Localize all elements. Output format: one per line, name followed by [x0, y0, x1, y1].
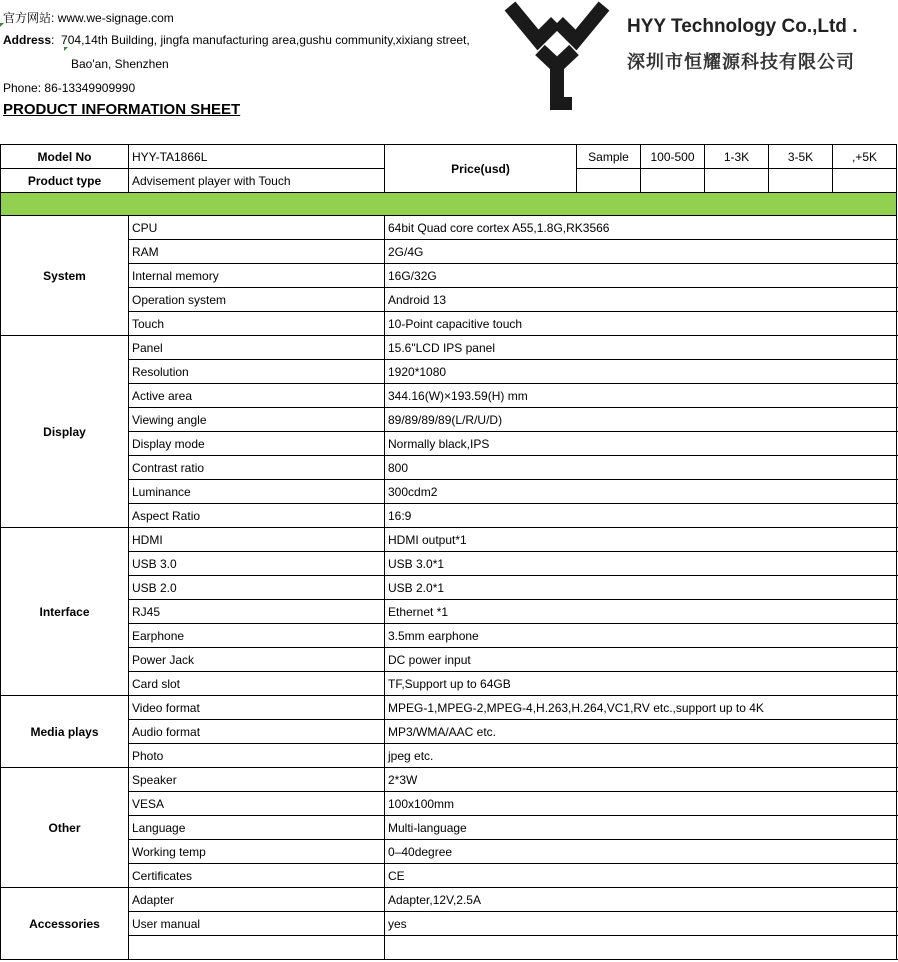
spec-value: 300cdm2 — [385, 480, 897, 504]
spec-label: RJ45 — [129, 600, 385, 624]
table-row — [1, 432, 897, 456]
table-row — [1, 816, 897, 840]
table-row — [1, 480, 897, 504]
spec-table — [0, 144, 897, 960]
table-row — [1, 744, 897, 768]
section-media-plays-label: Media plays — [1, 696, 129, 768]
spec-label: VESA — [129, 792, 385, 816]
website-url[interactable]: www.we-signage.com — [57, 11, 174, 25]
sheet-title: PRODUCT INFORMATION SHEET — [3, 101, 241, 118]
address-label: Address — [3, 33, 52, 47]
table-row — [1, 312, 897, 336]
spec-value: 1920*1080 — [385, 360, 897, 384]
spec-value: jpeg etc. — [385, 744, 897, 768]
table-row — [1, 768, 897, 792]
spec-value: HDMI output*1 — [385, 528, 897, 552]
price-cell-empty — [705, 169, 769, 193]
spec-label: Power Jack — [129, 648, 385, 672]
spec-label: CPU — [129, 216, 385, 240]
spec-value: MPEG-1,MPEG-2,MPEG-4,H.263,H.264,VC1,RV etc.,support up to 4K — [385, 696, 897, 720]
price-label: Price(usd) — [385, 145, 577, 193]
section-accessories-label: Accessories — [1, 888, 129, 960]
spec-label: Audio format — [129, 720, 385, 744]
table-row — [1, 576, 897, 600]
table-row — [1, 696, 897, 720]
product-type-value: Advisement player with Touch — [129, 169, 385, 193]
table-row — [1, 720, 897, 744]
table-row — [1, 360, 897, 384]
spec-value: 2G/4G — [385, 240, 897, 264]
phone-label: Phone: — [3, 81, 42, 95]
address-line-2: Bao'an, Shenzhen — [71, 57, 169, 71]
table-row — [1, 936, 897, 960]
spec-value: USB 2.0*1 — [385, 576, 897, 600]
table-row — [1, 216, 897, 240]
phone-value: 86-13349909990 — [44, 81, 136, 95]
table-row — [1, 288, 897, 312]
table-row — [1, 912, 897, 936]
phone-line — [3, 81, 135, 95]
spec-label: Speaker — [129, 768, 385, 792]
address-line: Address: 704,14th Building, jingfa manufacturing area,gushu community,xixiang street, — [3, 33, 470, 47]
spec-value: MP3/WMA/AAC etc. — [385, 720, 897, 744]
spec-value: 3.5mm earphone — [385, 624, 897, 648]
spec-value: TF,Support up to 64GB — [385, 672, 897, 696]
spec-label: USB 3.0 — [129, 552, 385, 576]
price-tier-100-500: 100-500 — [641, 145, 705, 169]
spec-label: Display mode — [129, 432, 385, 456]
spec-value: 15.6"LCD IPS panel — [385, 336, 897, 360]
section-interface-label: Interface — [1, 528, 129, 696]
spec-label: Card slot — [129, 672, 385, 696]
table-row — [1, 384, 897, 408]
table-row — [1, 600, 897, 624]
model-value: HYY-TA1866L — [129, 145, 385, 169]
section-system-label: System — [1, 216, 129, 336]
spec-value: 16:9 — [385, 504, 897, 528]
table-row — [1, 336, 897, 360]
spec-label: Video format — [129, 696, 385, 720]
website-label: 官方网站 — [3, 11, 52, 25]
price-tier-sample: Sample — [577, 145, 641, 169]
spec-value: yes — [385, 912, 897, 936]
spec-value: Android 13 — [385, 288, 897, 312]
table-row — [1, 864, 897, 888]
spec-value: 2*3W — [385, 768, 897, 792]
spec-label: HDMI — [129, 528, 385, 552]
cell-comment-marker — [0, 23, 4, 27]
table-row — [1, 648, 897, 672]
table-row — [1, 888, 897, 912]
spec-label: Active area — [129, 384, 385, 408]
spec-value: CE — [385, 864, 897, 888]
spec-value: 64bit Quad core cortex A55,1.8G,RK3566 — [385, 216, 897, 240]
spec-label: USB 2.0 — [129, 576, 385, 600]
table-row — [1, 528, 897, 552]
spec-value: 10-Point capacitive touch — [385, 312, 897, 336]
company-logo-icon — [500, 0, 612, 110]
spec-value: 89/89/89/89(L/R/U/D) — [385, 408, 897, 432]
spec-label: Working temp — [129, 840, 385, 864]
cell-comment-marker — [64, 47, 68, 51]
price-cell-empty — [769, 169, 833, 193]
spec-label: Certificates — [129, 864, 385, 888]
table-row — [1, 624, 897, 648]
price-tier-1-3k: 1-3K — [705, 145, 769, 169]
spec-label: Language — [129, 816, 385, 840]
section-display-label: Display — [1, 336, 129, 528]
spec-label: Contrast ratio — [129, 456, 385, 480]
spec-label: RAM — [129, 240, 385, 264]
price-cell-empty — [641, 169, 705, 193]
website-separator: : — [51, 11, 58, 25]
table-row — [1, 792, 897, 816]
spec-label: Adapter — [129, 888, 385, 912]
spec-value: Normally black,IPS — [385, 432, 897, 456]
spec-label: Aspect Ratio — [129, 504, 385, 528]
spec-value: DC power input — [385, 648, 897, 672]
company-name-en: HYY Technology Co.,Ltd . — [627, 16, 858, 37]
address-line-1: 704,14th Building, jingfa manufacturing area,gushu community,xixiang street, — [61, 33, 470, 47]
spec-label: Viewing angle — [129, 408, 385, 432]
website-line — [3, 9, 174, 26]
company-name-cn: 深圳市恒耀源科技有限公司 — [627, 52, 855, 72]
spec-value: Adapter,12V,2.5A — [385, 888, 897, 912]
spec-label: Internal memory — [129, 264, 385, 288]
price-tier-3-5k: 3-5K — [769, 145, 833, 169]
table-row — [1, 456, 897, 480]
price-tier-5k-plus: ,+5K — [833, 145, 897, 169]
table-row — [1, 264, 897, 288]
spec-value: 800 — [385, 456, 897, 480]
spec-label: User manual — [129, 912, 385, 936]
price-cell-empty — [833, 169, 897, 193]
spec-label: Photo — [129, 744, 385, 768]
section-divider-band — [1, 193, 897, 216]
spec-value: Multi-language — [385, 816, 897, 840]
spec-value: 344.16(W)×193.59(H) mm — [385, 384, 897, 408]
spec-label: Operation system — [129, 288, 385, 312]
spec-label: Panel — [129, 336, 385, 360]
spec-label: Resolution — [129, 360, 385, 384]
table-row — [1, 504, 897, 528]
section-other-label: Other — [1, 768, 129, 888]
spec-value: 16G/32G — [385, 264, 897, 288]
price-cell-empty — [577, 169, 641, 193]
spec-value: Ethernet *1 — [385, 600, 897, 624]
table-row — [1, 240, 897, 264]
spec-label — [129, 936, 385, 960]
spec-label: Touch — [129, 312, 385, 336]
model-label: Model No — [1, 145, 129, 169]
spec-label: Luminance — [129, 480, 385, 504]
spec-label: Earphone — [129, 624, 385, 648]
spec-value — [385, 936, 897, 960]
spec-value: USB 3.0*1 — [385, 552, 897, 576]
product-type-label: Product type — [1, 169, 129, 193]
table-row — [1, 552, 897, 576]
table-row — [1, 840, 897, 864]
table-row — [1, 408, 897, 432]
spec-value: 0–40degree — [385, 840, 897, 864]
table-row — [1, 672, 897, 696]
spec-value: 100x100mm — [385, 792, 897, 816]
